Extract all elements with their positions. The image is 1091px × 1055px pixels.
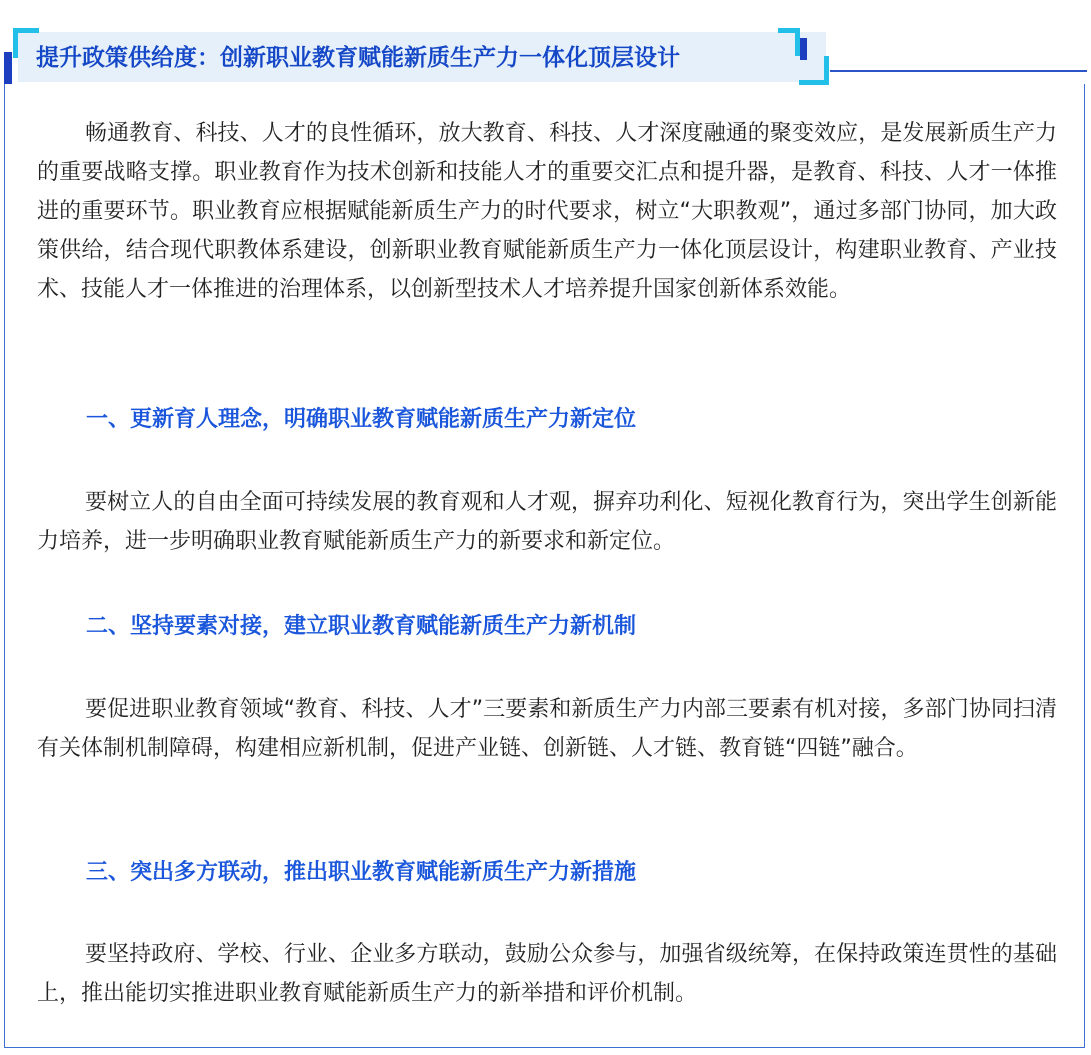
section-body-1: 要树立人的自由全面可持续发展的教育观和人才观，摒弃功利化、短视化教育行为，突出学生创新能力培养，进一步明确职业教育赋能新质生产力的新要求和新定位。	[37, 490, 1057, 554]
intro-paragraph: 畅通教育、科技、人才的良性循环，放大教育、科技、人才深度融通的聚变效应，是发展新质生产力的重要战略支撑。职业教育作为技术创新和技能人才的重要交汇点和提升器，是教育、科技、人才一体推进的重要环节。职业教育应根据赋能新质生产力的时代要求，树立“大职教观”，通过多部门协同，加大政策供给，结合现代职教体系建设，创新职业教育赋能新质生产力一体化顶层设计，构建职业教育、产业技术、技能人才一体推进的治理体系，以创新型技术人才培养提升国家创新体系效能。	[37, 121, 1057, 302]
section-body-3: 要坚持政府、学校、行业、企业多方联动，鼓励公众参与，加强省级统筹，在保持政策连贯性的基础上，推出能切实推进职业教育赋能新质生产力的新举措和评价机制。	[37, 942, 1057, 1006]
section-heading-2: 二、坚持要素对接，建立职业教育赋能新质生产力新机制	[86, 614, 637, 639]
section-heading-3: 三、突出多方联动，推出职业教育赋能新质生产力新措施	[86, 860, 637, 885]
banner-corner-decoration	[824, 56, 829, 85]
page-title: 提升政策供给度：创新职业教育赋能新质生产力一体化顶层设计	[36, 45, 680, 71]
title-rule-divider	[830, 70, 1087, 72]
section-body-2: 要促进职业教育领域“教育、科技、人才”三要素和新质生产力内部三要素有机对接，多部门协同扫清有关体制机制障碍，构建相应新机制，促进产业链、创新链、人才链、教育链“四链”融合。	[37, 697, 1057, 761]
banner-corner-decoration	[13, 28, 18, 58]
banner-accent-block	[4, 52, 12, 84]
banner-accent-block	[800, 38, 807, 60]
section-heading-1: 一、更新育人理念，明确职业教育赋能新质生产力新定位	[86, 407, 637, 432]
